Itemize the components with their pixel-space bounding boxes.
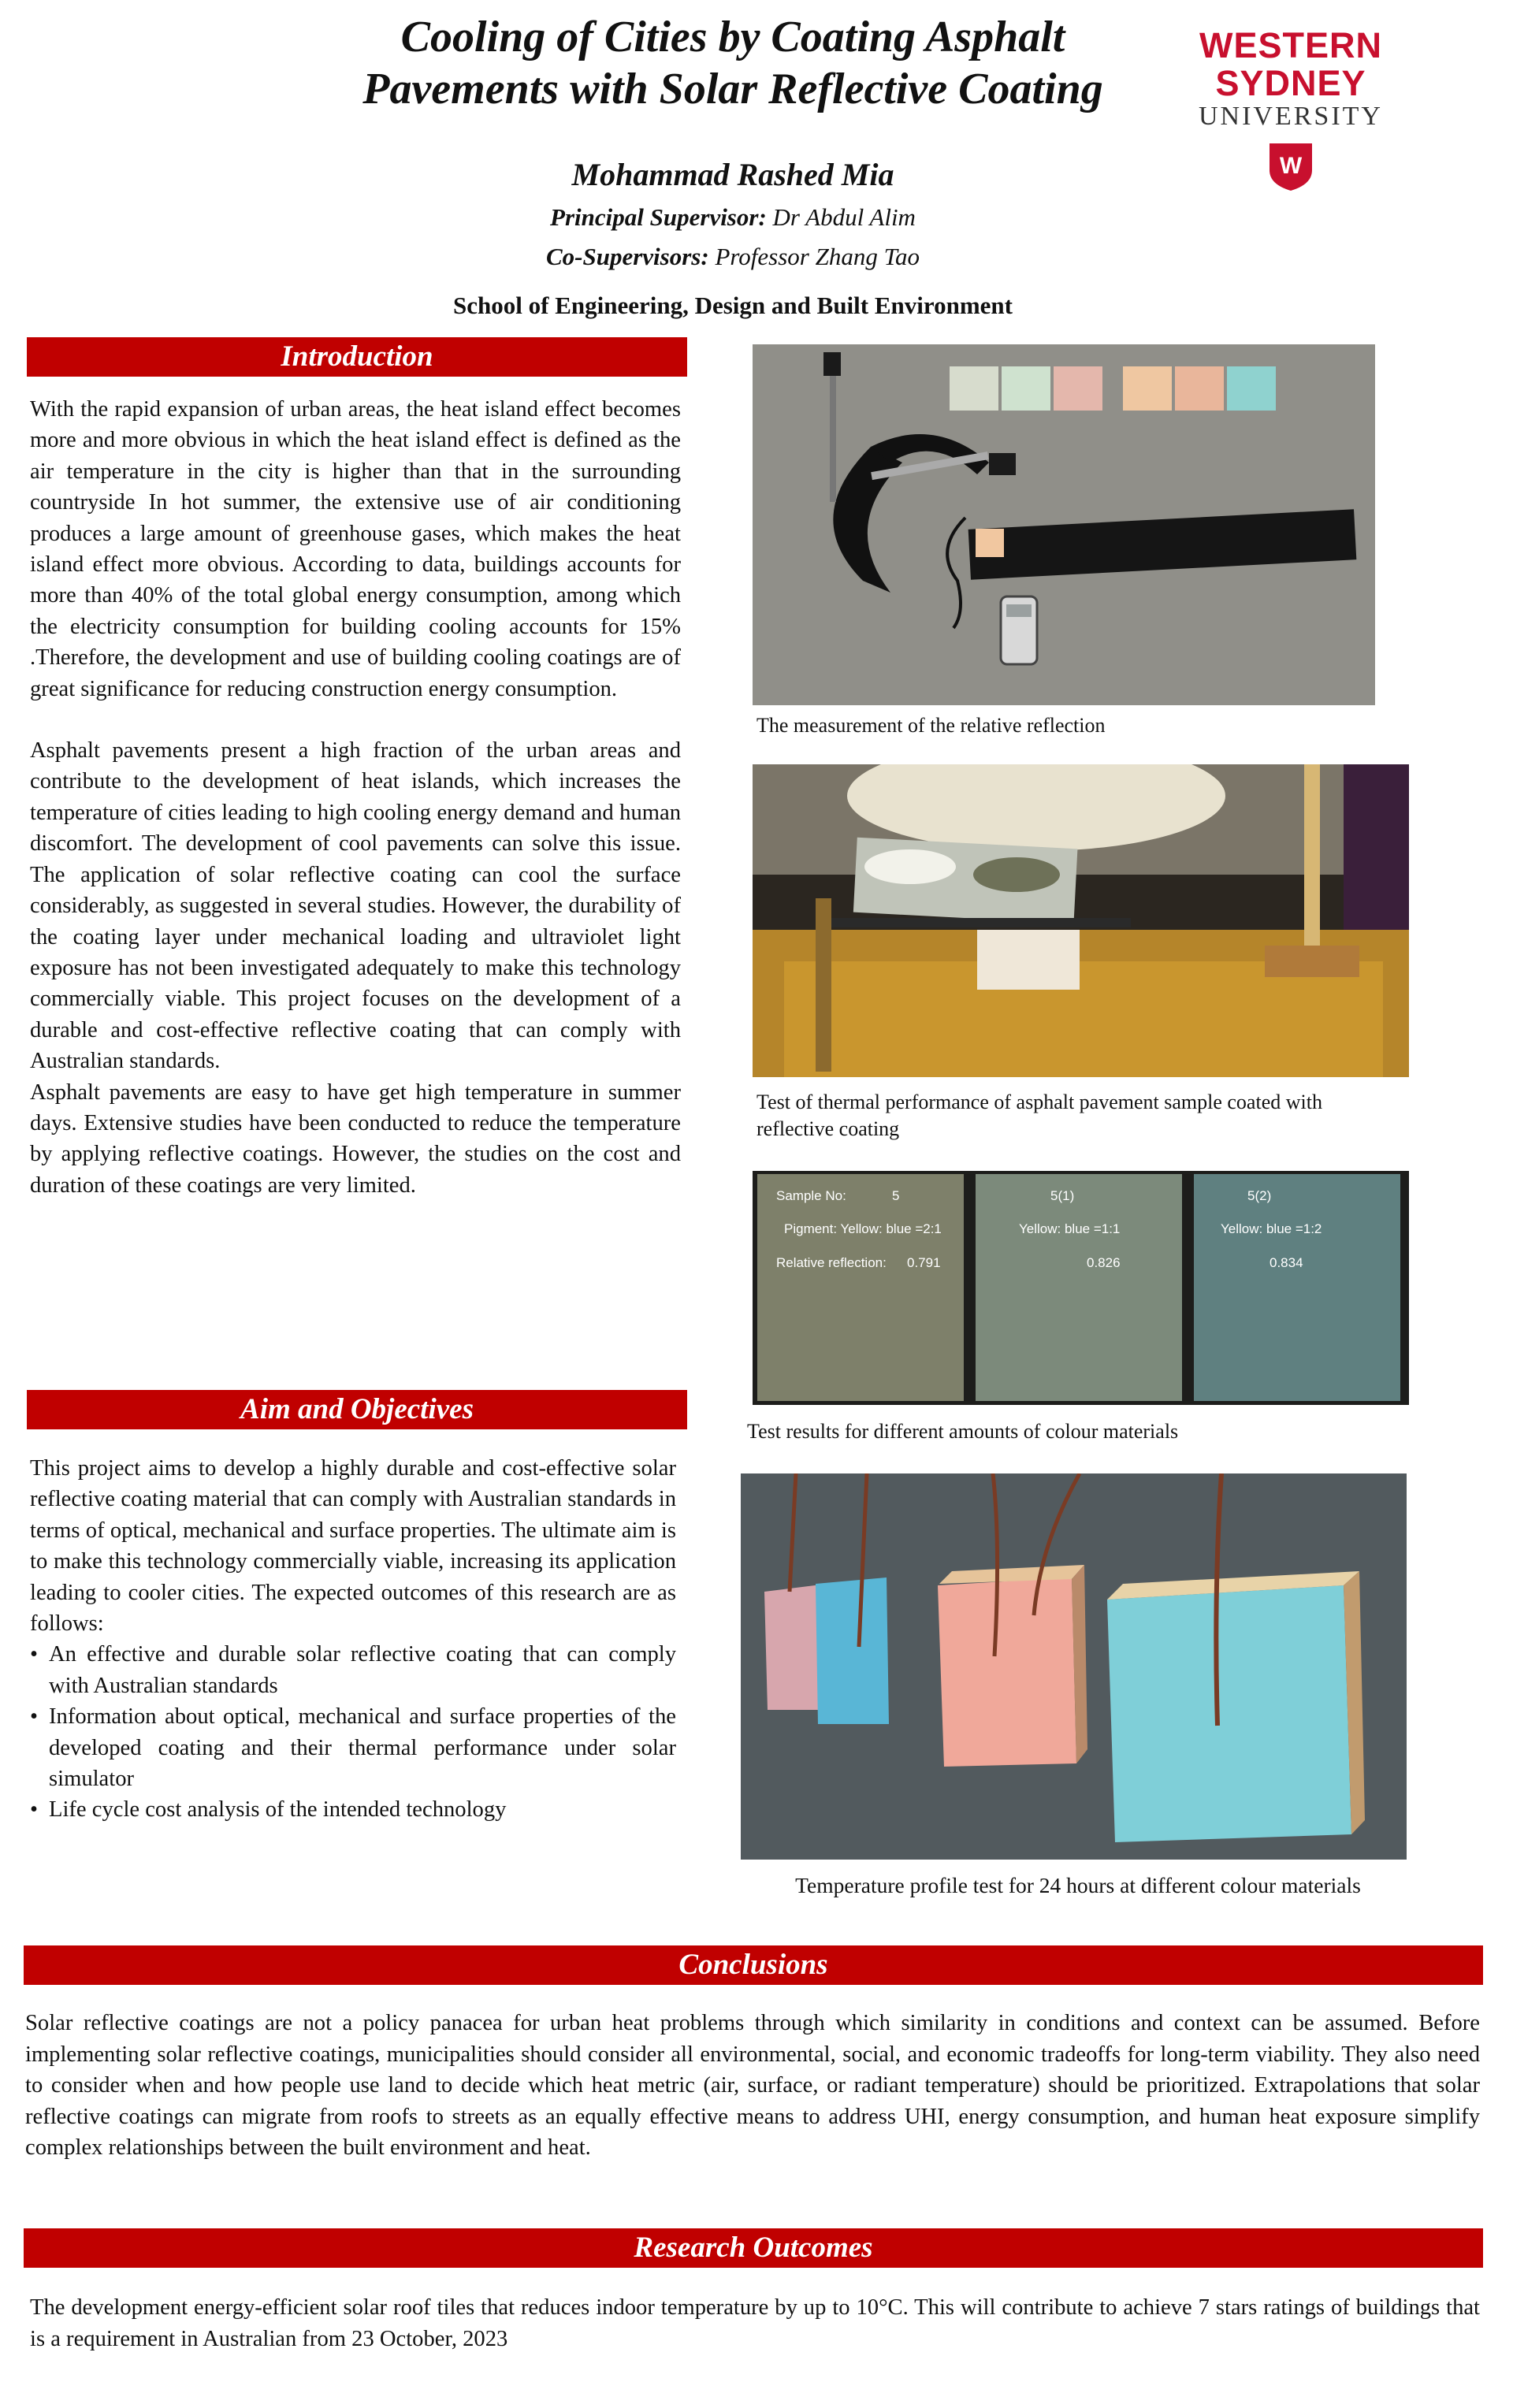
sample-label: Sample No: <box>776 1188 846 1203</box>
shield-letter: W <box>1279 153 1303 179</box>
intro-paragraph-1: With the rapid expansion of urban areas, the heat island effect becomes more and more obvious in which the heat island effect is defined as the air temperature in the city is higher than that in the surrounding countryside In hot summer, the extensive use of air conditioning produces a large amount of greenhouse gases, which makes the heat island effect more obvious. According to data, buildings accounts for more than 40% of the total global energy consumption, among which the electricity consumption for building cooling accounts for 15% .Therefore, the development and use of building cooling coatings are of great significance for reducing construction energy consumption. <box>30 397 681 701</box>
temperature-profile-photo <box>741 1473 1407 1860</box>
conclusions-text: Solar reflective coatings are not a policy panacea for urban heat problems through which similarity in conditions and context can be assumed. Before implementing solar reflective coatings, municipalities should consider all environmental, social, and economic tradeoffs for long-term viability. They also need to consider when and how people use land to decide which heat metric (air, surface, or radiant temperature) should be prioritized. Extrapolations that solar reflective coatings can migrate from roofs to streets as an equally effective means to address UHI, energy consumption, and human heat exposure simplify complex relationships between the built environment and heat. <box>25 2011 1480 2160</box>
sample-id-2: 5(1) <box>1050 1188 1075 1203</box>
pigment-ratio-3: Yellow: blue =1:2 <box>1221 1221 1322 1236</box>
reflection-measurement-photo <box>753 344 1375 705</box>
colour-results-photo <box>753 1171 1409 1405</box>
poster-title <box>260 11 1206 115</box>
objective-item: • Life cycle cost analysis of the intended technology <box>30 1794 676 1825</box>
principal-supervisor <box>260 203 1206 232</box>
thermal-performance-photo <box>753 764 1409 1077</box>
reflection-value-2: 0.826 <box>1087 1255 1121 1270</box>
aim-heading: Aim and Objectives <box>27 1390 687 1429</box>
sample-id-3: 5(2) <box>1247 1188 1272 1203</box>
wsu-shield-icon <box>1270 143 1312 191</box>
sample-id-1: 5 <box>892 1188 900 1203</box>
co-label: Co-Supervisors: <box>545 243 709 270</box>
figure-2-caption: Test of thermal performance of asphalt pavement sample coated with reflective coating <box>756 1091 1322 1140</box>
reflection-value-1: 0.791 <box>907 1255 941 1270</box>
university-logo <box>1173 27 1409 191</box>
introduction-heading: Introduction <box>27 337 687 377</box>
co-supervisors <box>260 243 1206 271</box>
logo-line-1: WESTERN SYDNEY <box>1199 25 1382 103</box>
principal-name: Dr Abdul Alim <box>766 203 916 231</box>
introduction-text <box>30 394 681 1201</box>
objective-item: • Information about optical, mechanical and surface properties of the developed coating and their thermal performance under solar simulator <box>30 1701 676 1794</box>
figure-1-caption: The measurement of the relative reflection <box>756 714 1106 737</box>
figure-3-caption: Test results for different amounts of colour materials <box>747 1420 1179 1443</box>
school-name: School of Engineering, Design and Built Environment <box>453 292 1013 319</box>
pigment-ratio-1: Pigment: Yellow: blue =2:1 <box>784 1221 942 1236</box>
figure-4-caption: Temperature profile test for 24 hours at different colour materials <box>795 1873 1361 1897</box>
intro-paragraph-3: Asphalt pavements are easy to have get high temperature in summer days. Extensive studies have been conducted to reduce the temperature by applying reflective coatings. However, the studies on the cost and duration of these coatings are very limited. <box>30 1080 681 1198</box>
conclusions-heading: Conclusions <box>24 1945 1483 1985</box>
logo-line-2: UNIVERSITY <box>1199 102 1383 131</box>
intro-paragraph-2: Asphalt pavements present a high fraction of the urban areas and contribute to the development of heat islands, which increases the temperature of cities leading to high cooling energy demand and human discomfort. The development of cool pavements can solve this issue. The application of solar reflective coating can cool the surface considerably, as suggested in several studies. However, the durability of the coating layer under mechanical loading and ultraviolet light exposure has not been investigated adequately to make this technology commercially viable. This project focuses on the development of a durable and cost-effective reflective coating that can comply with Australian standards. <box>30 738 681 1074</box>
co-name: Professor Zhang Tao <box>708 243 920 270</box>
objective-item: • An effective and durable solar reflective coating that can comply with Australian standards <box>30 1639 676 1701</box>
aim-section <box>30 1453 676 1826</box>
research-outcomes-heading: Research Outcomes <box>24 2228 1483 2268</box>
objectives-list <box>30 1639 676 1825</box>
research-outcomes-text: The development energy-efficient solar roof tiles that reduces indoor temperature by up to 10°C. This will contribute to achieve 7 stars ratings of buildings that is a requirement in Australian from 23 October, 2023 <box>30 2295 1480 2351</box>
principal-label: Principal Supervisor: <box>550 203 767 231</box>
pigment-ratio-2: Yellow: blue =1:1 <box>1019 1221 1121 1236</box>
author-name: Mohammad Rashed Mia <box>571 157 894 192</box>
title-line-2: Pavements with Solar Reflective Coating <box>362 65 1103 113</box>
title-line-1: Cooling of Cities by Coating Asphalt <box>400 13 1065 61</box>
aim-intro: This project aims to develop a highly durable and cost-effective solar reflective coating material that can comply with Australian standards in terms of optical, mechanical and surface properties. The ultimate aim is to make this technology commercially viable, increasing its application leading to cooler cities. The expected outcomes of this research are as follows: <box>30 1456 676 1637</box>
reflection-label: Relative reflection: <box>776 1255 887 1270</box>
reflection-value-3: 0.834 <box>1270 1255 1303 1270</box>
